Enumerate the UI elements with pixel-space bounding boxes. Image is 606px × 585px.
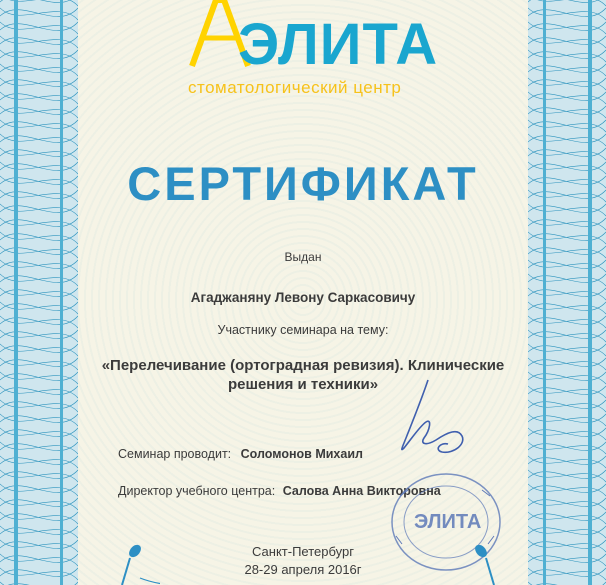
seminar-row bbox=[118, 447, 363, 461]
seminar-label: Семинар проводит: bbox=[118, 447, 232, 461]
seminar-topic bbox=[0, 356, 606, 394]
topic-line-2: решения и техники» bbox=[227, 376, 379, 393]
seminar-lecturer: Соломонов Михаил bbox=[240, 447, 363, 461]
logo-wordmark bbox=[186, 0, 436, 89]
director-label: Директор учебного центра: bbox=[118, 484, 276, 498]
topic-line-1: «Перелечивание (ортоградная ревизия). Клинические bbox=[101, 357, 505, 374]
director-name: Салова Анна Викторовна bbox=[282, 484, 441, 498]
svg-text:ЭЛИТА: ЭЛИТА bbox=[238, 12, 436, 74]
certificate-title: СЕРТИФИКАТ bbox=[127, 157, 479, 210]
logo-subtitle: стоматологический центр bbox=[188, 78, 402, 97]
date: 28-29 апреля 2016г bbox=[244, 562, 362, 577]
aelita-logo bbox=[186, 0, 436, 108]
place-and-date bbox=[0, 543, 606, 579]
svg-text:ЭЛИТА: ЭЛИТА bbox=[414, 511, 482, 533]
handwritten-signature bbox=[392, 378, 482, 473]
participant-label: Участнику семинара на тему: bbox=[217, 323, 389, 337]
recipient-name: Агаджаняну Левону Саркасовичу bbox=[190, 290, 416, 305]
city: Санкт-Петербург bbox=[252, 544, 354, 559]
issued-label: Выдан bbox=[284, 250, 322, 264]
